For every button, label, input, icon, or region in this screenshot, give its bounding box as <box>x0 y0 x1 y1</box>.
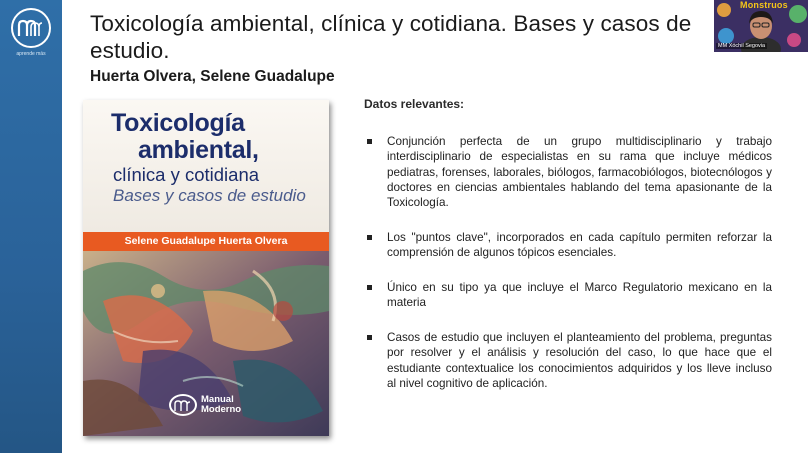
participant-name: MM Xóchil Segovia <box>718 43 766 49</box>
book-cover <box>83 100 329 436</box>
publisher-name-line-1: Manual <box>201 394 234 405</box>
webcam-thumbnail[interactable] <box>714 0 808 52</box>
cover-subtitle: Bases y casos de estudio <box>113 186 306 205</box>
book-author: Huerta Olvera, Selene Guadalupe <box>90 68 335 85</box>
publisher-name-line-2: Moderno <box>201 404 242 415</box>
bullet-item: Casos de estudio que incluyen el planteamiento del problema, preguntas por resolver y el análisis y resolución del caso, lo que hace que el estudiante contextualice los conocimientos adquiridos y los lleve incluso al nivel cognitivo de aplicación. <box>366 330 772 391</box>
cover-title-line-2: ambiental, <box>138 136 259 164</box>
cover-title-line-3: clínica y cotidiana <box>113 164 260 185</box>
logo-tagline: aprende más <box>16 51 46 57</box>
book-cover-title-area <box>83 100 329 232</box>
bullet-list <box>366 134 772 411</box>
manual-moderno-logo <box>11 8 51 48</box>
mm-logo-icon <box>17 17 45 39</box>
publisher-mm-icon <box>169 394 197 416</box>
publisher-logo <box>169 394 241 416</box>
bullet-item: Único en su tipo ya que incluye el Marco Regulatorio mexicano en la materia <box>366 280 772 311</box>
slide <box>62 0 808 453</box>
cover-author-band: Selene Guadalupe Huerta Olvera <box>83 232 329 251</box>
slide-title: Toxicología ambiental, clínica y cotidiana. Bases y casos de estudio. <box>90 11 692 63</box>
bullet-item: Los "puntos clave", incorporados en cada capítulo permiten reforzar la comprensión de algunos tópicos esenciales. <box>366 230 772 261</box>
webcam-brand-text: Monstruos <box>740 0 788 10</box>
sidebar <box>0 0 62 453</box>
bullet-item: Conjunción perfecta de un grupo multidisciplinario y trabajo interdisciplinario de especialistas en su rama que incluye médicos pediatras, forenses, laborales, biólogos, farmacobiólogos, biotecnólogos y doctores en ciencias ambientales hablando del tema apasionante de la Toxicología. <box>366 134 772 210</box>
cover-title-line-1: Toxicología <box>111 109 245 137</box>
info-heading: Datos relevantes: <box>364 97 465 111</box>
